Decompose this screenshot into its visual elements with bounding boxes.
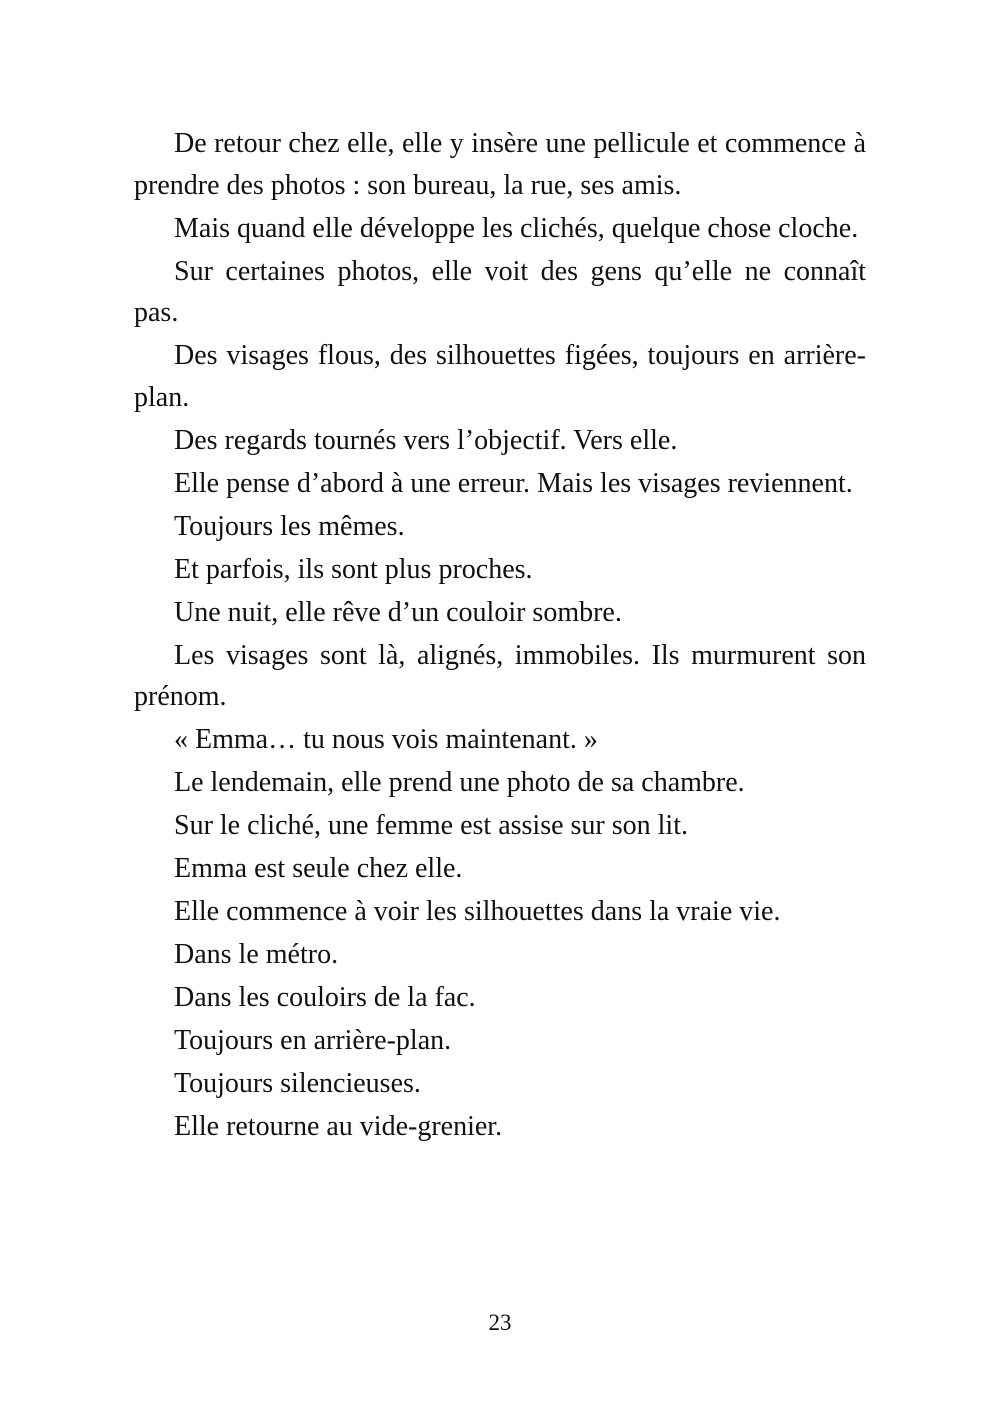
paragraph: Des regards tournés vers l’objectif. Vers elle. bbox=[174, 424, 678, 456]
paragraph: Elle retourne au vide-grenier. bbox=[174, 1111, 503, 1142]
paragraph: Emma est seule chez elle. bbox=[174, 853, 463, 884]
body-text bbox=[134, 123, 866, 1149]
paragraph: Elle pense d’abord à une erreur. Mais les visages reviennent. bbox=[174, 467, 853, 499]
paragraph: Une nuit, elle rêve d’un couloir sombre. bbox=[174, 596, 622, 628]
paragraph: Le lendemain, elle prend une photo de sa chambre. bbox=[174, 767, 745, 798]
paragraph: Sur le cliché, une femme est assise sur son lit. bbox=[174, 810, 688, 841]
paragraph: Toujours les mêmes. bbox=[174, 510, 405, 542]
paragraph: Toujours en arrière-plan. bbox=[174, 1025, 452, 1056]
paragraph: Dans les couloirs de la fac. bbox=[174, 982, 476, 1013]
paragraph: « Emma… tu nous vois maintenant. » bbox=[174, 724, 598, 755]
paragraph: Toujours silencieuses. bbox=[174, 1068, 421, 1099]
paragraph: Mais quand elle développe les clichés, quelque chose cloche. bbox=[174, 212, 859, 244]
paragraph: De retour chez elle, elle y insère une pellicule et commence à prendre des photos : son bureau, la rue, ses amis. bbox=[134, 128, 866, 201]
paragraph: Dans le métro. bbox=[174, 939, 339, 970]
paragraph: Elle commence à voir les silhouettes dans la vraie vie. bbox=[174, 896, 781, 927]
paragraph: Et parfois, ils sont plus proches. bbox=[174, 553, 533, 585]
paragraph: Des visages flous, des silhouettes figées, toujours en arrière-plan. bbox=[134, 340, 866, 413]
paragraph: Les visages sont là, alignés, immobiles. Ils murmurent son prénom. bbox=[134, 639, 866, 712]
paragraph: Sur certaines photos, elle voit des gens qu’elle ne connaît pas. bbox=[134, 255, 866, 328]
page-number: 23 bbox=[488, 1310, 512, 1335]
